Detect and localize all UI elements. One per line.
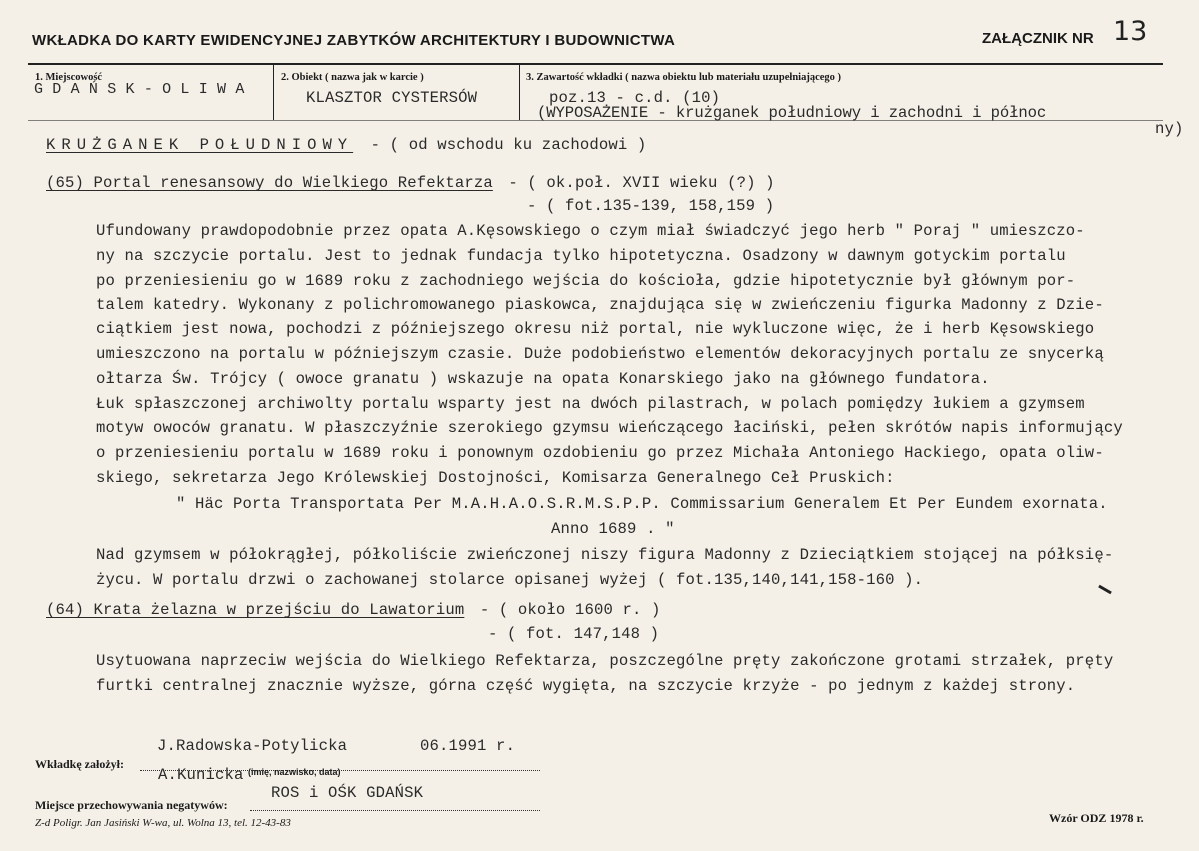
field-divider-2 <box>519 65 520 120</box>
para1-line: umieszczono na portalu w późniejszym czasie. Duże podobieństwo elementów dekoracyjnych portalu ze snycerką <box>96 345 1104 363</box>
section-heading: KRUŻGANEK POŁUDNIOWY <box>46 136 354 154</box>
item-65-date: - ( ok.poł. XVII wieku (?) ) <box>508 174 775 192</box>
storage-dotted-line <box>250 810 540 811</box>
attachment-number: 13 <box>1113 16 1148 47</box>
para1-line: ny na szczycie portalu. Jest to jednak fundacja tylko hipotetyczna. Osadzony w dawnym gotyckim portalu <box>96 247 1066 265</box>
section-heading-note: - ( od wschodu ku zachodowi ) <box>370 136 647 154</box>
storage-value: ROS i OŚK GDAŃSK <box>271 784 424 802</box>
para3-line: Usytuowana naprzeciw wejścia do Wielkiego Refektarza, poszczególne pręty zakończone grotami strzałek, pręty <box>96 652 1114 670</box>
item-65-heading <box>46 174 775 192</box>
content-line-2: (WYPOSAŻENIE - krużganek południowy i zachodni i północ <box>537 104 1047 122</box>
content-line-3: ny) <box>1155 120 1184 138</box>
form-number: Wzór ODZ 1978 r. <box>1049 811 1144 825</box>
object-value: KLASZTOR CYSTERSÓW <box>306 89 478 107</box>
para1-line: skiego, sekretarza Jego Królewskiej Dostojności, Komisarza Generalnego Ceł Pruskich: <box>96 469 895 487</box>
para1-line: motyw owoców granatu. W płaszczyźnie szerokiego gzymsu wieńczącego łaciński, pełen skrótów napis informujący <box>96 419 1123 437</box>
header-rule <box>28 63 1163 65</box>
location-value: G D A Ń S K - O L I W A <box>34 81 245 98</box>
item-64-date: - ( około 1600 r. ) <box>479 601 661 619</box>
para1-line: talem katedry. Wykonany z polichromowanego piaskowca, znajdująca się w zwieńczeniu figurka Madonny z Dzie- <box>96 296 1104 314</box>
para2-line: Nad gzymsem w półokrągłej, półkoliście zwieńczonej niszy figura Madonny z Dzieciątkiem stojącej na półksię- <box>96 546 1114 564</box>
latin-quote-end: Anno 1689 . " <box>551 520 675 538</box>
storage-label: Miejsce przechowywania negatywów: <box>35 798 228 812</box>
section-heading-row <box>46 136 646 154</box>
item-64-heading <box>46 601 661 619</box>
latin-quote: " Häc Porta Transportata Per M.A.H.A.O.S.R.M.S.P.P. Commissarium Generalem Et Per Eundem exornata. <box>176 495 1108 513</box>
author-1: J.Radowska-Potylicka <box>157 737 348 755</box>
author-2: A.Kunicka <box>158 766 244 784</box>
object-label: 2. Obiekt ( nazwa jak w karcie ) <box>281 72 424 83</box>
content-line-1: poz.13 - c.d. (10) <box>549 89 721 107</box>
name-hint: (imię, nazwisko, data) <box>248 767 341 777</box>
item-65-photos: - ( fot.135-139, 158,159 ) <box>527 197 775 215</box>
printer-info: Z-d Poligr. Jan Jasiński W-wa, ul. Wolna 13, tel. 12-43-83 <box>35 817 291 829</box>
item-64-photos: - ( fot. 147,148 ) <box>488 625 660 643</box>
item-65-title: (65) Portal renesansowy do Wielkiego Refektarza <box>46 174 493 192</box>
pen-mark <box>1098 585 1112 595</box>
para1-line: Ufundowany prawdopodobnie przez opata A.Kęsowskiego o czym miał świadczyć jego herb " Poraj " umieszczo- <box>96 222 1085 240</box>
para1-line: Łuk spłaszczonej archiwolty portalu wsparty jest na dwóch pilastrach, w polach pomiędzy łukiem a gzymsem <box>96 395 1085 413</box>
content-label: 3. Zawartość wkładki ( nazwa obiektu lub materiału uzupełniającego ) <box>526 72 842 83</box>
para1-line: o przeniesieniu portalu w 1689 roku i ponownym ozdobieniu go przez Michała Antoniego Hackiego, opata oliw- <box>96 444 1104 462</box>
field-divider-1 <box>273 65 274 120</box>
para1-line: ołtarza Św. Trójcy ( owoce granatu ) wskazuje na opata Konarskiego jako na głównego fundatora. <box>96 370 990 388</box>
established-label: Wkładkę założył: <box>35 757 124 771</box>
para2-line: życu. W portalu drzwi o zachowanej stolarce opisanej wyżej ( fot.135,140,141,158-160 ). <box>96 571 924 589</box>
item-64-title: (64) Krata żelazna w przejściu do Lawatorium <box>46 601 465 619</box>
location-label: 1. Miejscowość <box>35 72 103 83</box>
para3-line: furtki centralnej znacznie wyższe, górna część wygięta, na szczycie krzyże - po jednym z każdej strony. <box>96 677 1076 695</box>
established-date: 06.1991 r. <box>420 737 516 755</box>
para1-line: ciątkiem jest nowa, pochodzi z późniejszego okresu niż portal, nie wykluczone więc, że i herb Kęsowskiego <box>96 320 1095 338</box>
document-title: WKŁADKA DO KARTY EWIDENCYJNEJ ZABYTKÓW ARCHITEKTURY I BUDOWNICTWA <box>32 32 676 49</box>
para1-line: po przeniesieniu go w 1689 roku z zachodniego wejścia do kościoła, gdzie hipotetycznie był głównym por- <box>96 272 1076 290</box>
attachment-label: ZAŁĄCZNIK NR <box>982 30 1094 47</box>
